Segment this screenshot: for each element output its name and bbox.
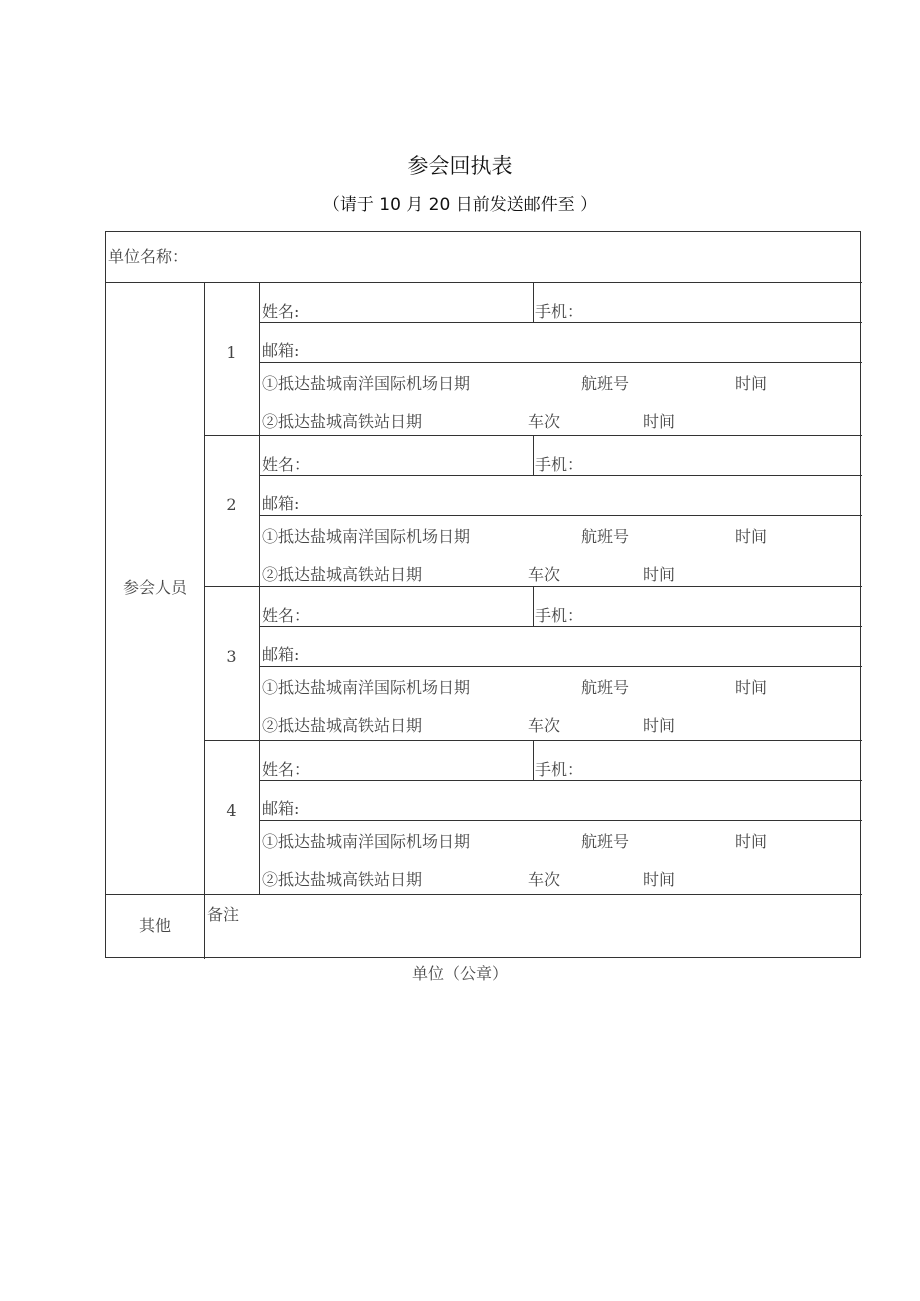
col-divider <box>533 740 534 780</box>
airport-arrival-date-field[interactable]: ①抵达盐城南洋国际机场日期 <box>262 374 471 393</box>
flight-number-field[interactable]: 航班号 <box>581 374 630 393</box>
rail-arrival-date-field[interactable]: ②抵达盐城高铁站日期 <box>262 716 423 735</box>
phone-field[interactable]: 手机： <box>535 302 584 321</box>
form-title: 参会回执表 <box>407 154 513 178</box>
attendee-index: 4 <box>226 801 237 820</box>
phone-field[interactable]: 手机： <box>535 455 584 474</box>
phone-field[interactable]: 手机： <box>535 606 584 625</box>
flight-number-field[interactable]: 航班号 <box>581 832 630 851</box>
other-label: 其他 <box>138 916 171 935</box>
row-divider <box>259 515 862 516</box>
email-field[interactable]: 邮箱: <box>262 341 300 360</box>
name-field[interactable]: 姓名： <box>262 455 311 474</box>
attendee-index: 3 <box>226 647 237 666</box>
phone-field[interactable]: 手机： <box>535 760 584 779</box>
row-divider <box>259 362 862 363</box>
col-divider <box>533 586 534 626</box>
train-number-field[interactable]: 车次 <box>528 716 561 735</box>
row-divider <box>259 322 862 323</box>
remarks-field[interactable]: 备注 <box>207 905 240 924</box>
attendee-index: 2 <box>226 495 237 514</box>
row-divider <box>259 666 862 667</box>
airport-arrival-date-field[interactable]: ①抵达盐城南洋国际机场日期 <box>262 832 471 851</box>
col-divider <box>533 435 534 475</box>
airport-arrival-date-field[interactable]: ①抵达盐城南洋国际机场日期 <box>262 678 471 697</box>
flight-time-field[interactable]: 时间 <box>735 374 768 393</box>
col-divider <box>533 282 534 322</box>
flight-time-field[interactable]: 时间 <box>735 527 768 546</box>
train-time-field[interactable]: 时间 <box>643 716 676 735</box>
name-field[interactable]: 姓名： <box>262 606 311 625</box>
unit-seal-label: 单位（公章） <box>411 964 508 983</box>
rail-arrival-date-field[interactable]: ②抵达盐城高铁站日期 <box>262 870 423 889</box>
row-divider <box>106 894 862 895</box>
flight-time-field[interactable]: 时间 <box>735 832 768 851</box>
registration-form-table <box>105 231 861 958</box>
email-field[interactable]: 邮箱: <box>262 494 300 513</box>
train-time-field[interactable]: 时间 <box>643 565 676 584</box>
airport-arrival-date-field[interactable]: ①抵达盐城南洋国际机场日期 <box>262 527 471 546</box>
flight-number-field[interactable]: 航班号 <box>581 527 630 546</box>
form-subtitle: （请于 10 月 20 日前发送邮件至 ） <box>322 195 598 215</box>
row-divider <box>106 282 862 283</box>
attendee-index: 1 <box>226 343 237 362</box>
train-number-field[interactable]: 车次 <box>528 565 561 584</box>
name-field[interactable]: 姓名： <box>262 760 311 779</box>
row-divider <box>259 626 862 627</box>
row-divider <box>259 475 862 476</box>
name-field[interactable]: 姓名: <box>262 302 300 321</box>
train-time-field[interactable]: 时间 <box>643 412 676 431</box>
attendees-label: 参会人员 <box>122 578 187 597</box>
train-number-field[interactable]: 车次 <box>528 412 561 431</box>
flight-number-field[interactable]: 航班号 <box>581 678 630 697</box>
col-divider <box>259 282 260 894</box>
row-divider <box>259 820 862 821</box>
rail-arrival-date-field[interactable]: ②抵达盐城高铁站日期 <box>262 565 423 584</box>
email-field[interactable]: 邮箱: <box>262 645 300 664</box>
train-number-field[interactable]: 车次 <box>528 870 561 889</box>
unit-name-field[interactable]: 单位名称： <box>108 247 189 266</box>
flight-time-field[interactable]: 时间 <box>735 678 768 697</box>
email-field[interactable]: 邮箱: <box>262 799 300 818</box>
col-divider <box>204 282 205 959</box>
train-time-field[interactable]: 时间 <box>643 870 676 889</box>
rail-arrival-date-field[interactable]: ②抵达盐城高铁站日期 <box>262 412 423 431</box>
row-divider <box>259 780 862 781</box>
